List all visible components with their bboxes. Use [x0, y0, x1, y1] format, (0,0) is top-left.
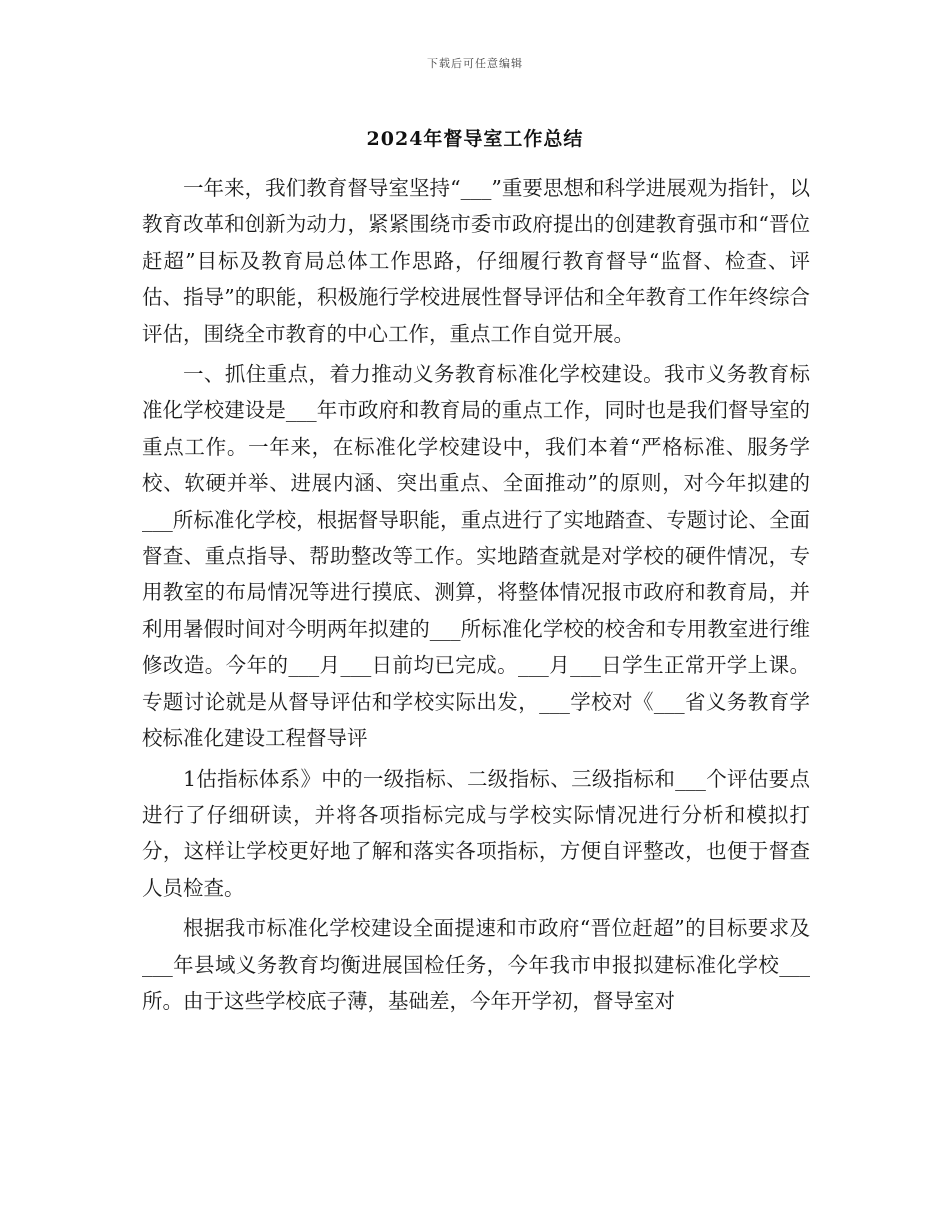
paragraph-intro: 一年来，我们教育督导室坚持“___”重要思想和科学进展观为指针，以教育改革和创新为动力，紧紧围绕市委市政府提出的创建教育强市和“晋位赶超”目标及教育局总体工作思路，仔细履行教育督导“监督、检查、评估、指导”的职能，积极施行学校进展性督导评估和全年教育工作年终综合评估，围绕全市教育的中心工作，重点工作自觉开展。: [142, 176, 810, 346]
header-note: 下载后可任意编辑: [427, 57, 523, 70]
paragraph-standardization: 根据我市标准化学校建设全面提速和市政府“晋位赶超”的目标要求及___年县域义务教育均衡进展国检任务，今年我市申报拟建标准化学校___所。由于这些学校底子薄，基础差，今年开学初，督导室对: [142, 916, 810, 1013]
paragraph-section-1-continued: 1估指标体系》中的一级指标、二级指标、三级指标和___个评估要点进行了仔细研读，并将各项指标完成与学校实际情况进行分析和模拟打分，这样让学校更好地了解和落实各项指标，方便自评整改，也便于督查人员检查。: [142, 766, 810, 900]
document-body: [142, 170, 810, 1019]
document-title: 2024年督导室工作总结: [366, 128, 584, 150]
paragraph-section-1: 一、抓住重点，着力推动义务教育标准化学校建设。我市义务教育标准化学校建设是___年市政府和教育局的重点工作，同时也是我们督导室的重点工作。一年来，在标准化学校建设中，我们本着“严格标准、服务学校、软硬并举、进展内涵、突出重点、全面推动”的原则，对今年拟建的___所标准化学校，根据督导职能，重点进行了实地踏查、专题讨论、全面督查、重点指导、帮助整改等工作。实地踏查就是对学校的硬件情况，专用教室的布局情况等进行摸底、测算，将整体情况报市政府和教育局，并利用暑假时间对今明两年拟建的___所标准化学校的校舍和专用教室进行维修改造。今年的___月___日前均已完成。___月___日学生正常开学上课。专题讨论就是从督导评估和学校实际出发，___学校对《___省义务教育学校标准化建设工程督导评: [142, 362, 810, 751]
